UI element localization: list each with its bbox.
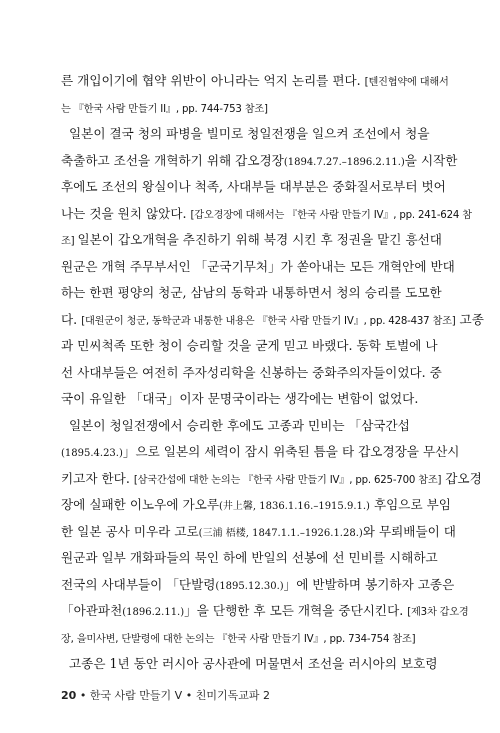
text-line bbox=[61, 439, 460, 466]
body-text-run: 후임으로 부임 bbox=[369, 497, 451, 512]
date-range: (1895.12.30.) bbox=[215, 580, 284, 592]
body-text-run: 른 개입이기에 협약 위반이 아니라는 억지 논리를 편다. bbox=[61, 73, 365, 88]
citation-note: [텐진협약에 대해서 bbox=[364, 77, 449, 88]
citation-note: 는 『한국 사람 만들기 II』, pp. 744-753 참조] bbox=[61, 103, 268, 115]
body-text-run: 고종은 1년 동안 러시아 공사관에 머물면서 조선을 러시아의 보호령 bbox=[61, 656, 438, 671]
date-range: (井上馨, 1836.1.16.–1915.9.1.) bbox=[219, 501, 370, 512]
citation-note: [대원군이 청군, 동학군과 내통한 내용은 『한국 사람 만들기 IV』, pp. 428-437 참조] bbox=[81, 315, 456, 327]
text-line bbox=[61, 572, 455, 599]
body-text-run: 하는 한편 평양의 청군, 삼남의 동학과 내통하면서 청의 승리를 도모한 bbox=[61, 285, 442, 300]
citation-note: [제3차 갑오경 bbox=[407, 607, 469, 618]
body-text-run: 일본이 갑오개혁을 추진하기 위해 북경 시킨 후 정권을 맡긴 흥선대 bbox=[77, 232, 442, 247]
body-text-run: 원군과 일부 개화파들의 묵인 하에 반일의 선봉에 선 민비를 시해하고 bbox=[61, 550, 438, 565]
body-text-run: 」에 반발하며 봉기하자 고종은 bbox=[283, 576, 455, 592]
text-line bbox=[61, 651, 441, 678]
body-text-run: 키고자 한다. bbox=[61, 470, 134, 486]
body-text-run: 나는 것을 원치 않았다. bbox=[61, 205, 191, 221]
text-line bbox=[61, 492, 451, 519]
body-text-run: 다. bbox=[61, 311, 82, 327]
book-title: 한국 사람 만들기 V bbox=[89, 689, 183, 702]
text-line bbox=[61, 625, 441, 652]
date-range: (三浦 梧楼, 1847.1.1.–1926.1.28.) bbox=[198, 527, 363, 539]
text-line bbox=[61, 174, 446, 201]
date-range: (1895.4.23.) bbox=[61, 448, 123, 459]
body-text bbox=[61, 68, 484, 678]
page-number: 20 bbox=[61, 689, 77, 702]
text-line bbox=[61, 201, 472, 228]
body-text-run: 일본이 청일전쟁에서 승리한 후에도 고종과 민비는 「삼국간섭 bbox=[61, 417, 410, 433]
text-line bbox=[61, 95, 441, 122]
text-line bbox=[61, 598, 469, 625]
body-text-run: 고종 bbox=[455, 311, 484, 327]
text-line bbox=[61, 386, 441, 413]
body-text-run: 일본이 결국 청의 파병을 빌미로 청일전쟁을 일으켜 조선에서 청을 bbox=[61, 126, 430, 141]
text-line bbox=[61, 307, 484, 334]
body-text-run: 과 민씨척족 또한 청이 승리할 것을 굳게 믿고 바랬다. 동학 토벌에 나 bbox=[61, 338, 438, 353]
text-line bbox=[61, 148, 458, 175]
page-footer bbox=[61, 688, 270, 704]
body-text-run: 을 시작한 bbox=[404, 152, 458, 168]
text-line bbox=[61, 121, 441, 148]
date-range: (1896.2.11.) bbox=[122, 607, 185, 618]
text-line bbox=[61, 254, 455, 281]
text-line bbox=[61, 227, 441, 254]
body-text-run: 축출하고 조선을 개혁하기 위해 갑오경장 bbox=[61, 152, 284, 168]
citation-note: 조] bbox=[61, 236, 78, 247]
citation-note: [삼국간섭에 대한 논의는 『한국 사람 만들기 IV』, pp. 625-700 참조] bbox=[133, 474, 442, 486]
body-text-run: 」으로 일본의 세력이 잠시 위축된 틈을 타 갑오경장을 무산시 bbox=[122, 444, 460, 459]
citation-note: 장, 을미사변, 단발령에 대한 논의는 『한국 사람 만들기 IV』, pp. 734-754 참조] bbox=[61, 633, 416, 645]
body-text-run: 선 사대부들은 여전히 주자성리학을 신봉하는 중화주의자들이었다. 중 bbox=[61, 364, 442, 380]
text-line bbox=[61, 333, 441, 360]
body-text-run: 후에도 조선의 왕실이나 척족, 사대부들 대부분은 중화질서로부터 벗어 bbox=[61, 179, 446, 194]
body-text-run: 」을 단행한 후 모든 개혁을 중단시킨다. bbox=[184, 603, 408, 618]
text-line bbox=[61, 466, 482, 493]
body-text-run: 전국의 사대부들이 「단발령 bbox=[61, 576, 216, 592]
body-text-run: 와 무뢰배들이 대 bbox=[362, 523, 456, 539]
part-title: 친미기독교파 2 bbox=[195, 689, 270, 702]
text-line bbox=[61, 68, 449, 95]
body-text-run: 한 일본 공사 미우라 고로 bbox=[61, 523, 199, 539]
text-line bbox=[61, 360, 441, 387]
text-line bbox=[61, 413, 441, 440]
body-text-run: 국이 유일한 「대국」이자 문명국이라는 생각에는 변함이 없었다. bbox=[61, 391, 419, 406]
separator: • bbox=[185, 689, 193, 702]
body-text-run: 「아관파천 bbox=[61, 603, 123, 618]
body-text-run: 갑오경 bbox=[441, 470, 482, 486]
text-line bbox=[61, 519, 456, 546]
citation-note: [갑오경장에 대해서는 『한국 사람 만들기 IV』, pp. 241-624 참 bbox=[190, 209, 472, 221]
body-text-run: 원군은 개혁 주무부서인 「군국기무처」가 쏟아내는 모든 개혁안에 반대 bbox=[61, 258, 455, 274]
text-line bbox=[61, 545, 441, 572]
date-range: (1894.7.27.–1896.2.11.) bbox=[283, 156, 405, 168]
body-text-run: 장에 실패한 이노우에 가오루 bbox=[61, 497, 219, 512]
text-line bbox=[61, 280, 441, 307]
separator: • bbox=[79, 689, 87, 702]
